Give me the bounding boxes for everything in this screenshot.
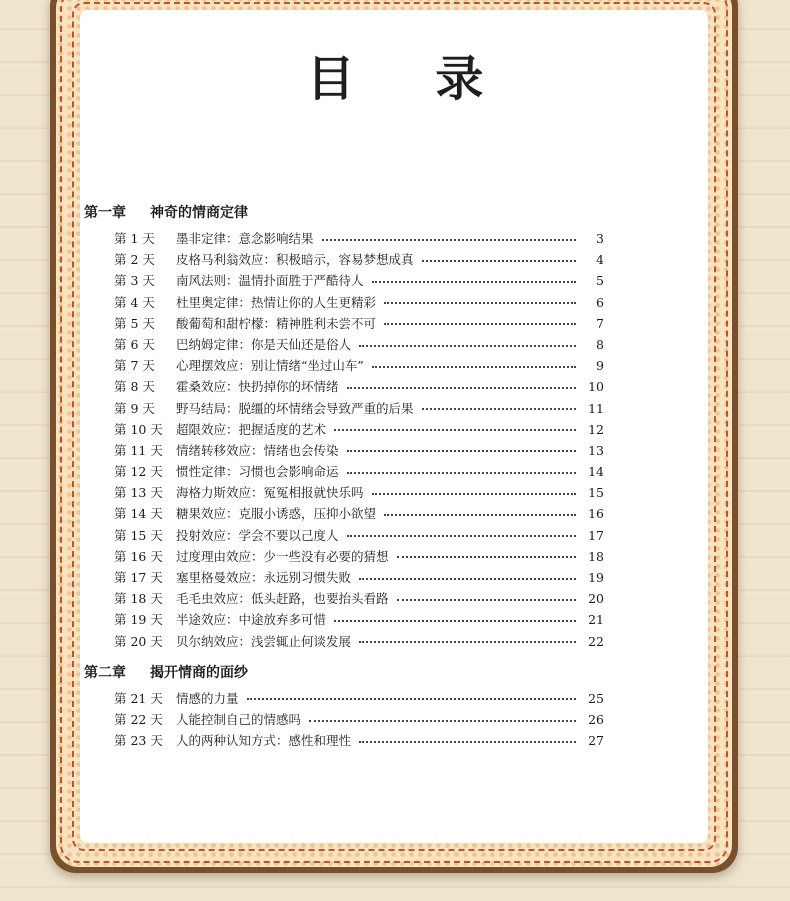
entry-title: 投射效应：学会不要以己度人 [176, 527, 339, 543]
entry-page-number: 25 [588, 690, 604, 706]
dot-leader [309, 720, 576, 722]
entry-page-number: 12 [588, 421, 604, 437]
entry-page-number: 20 [588, 591, 604, 607]
entry-page-number: 27 [588, 733, 604, 749]
entry-day: 第 3 天 [114, 273, 155, 289]
entry-title: 人的两种认知方式：感性和理性 [176, 733, 352, 749]
entry-day: 第 18 天 [114, 591, 163, 607]
entry-title: 惯性定律：习惯也会影响命运 [176, 464, 339, 480]
entry-page-number: 21 [588, 612, 604, 628]
entry-day: 第 11 天 [114, 442, 163, 458]
dot-leader [347, 472, 576, 474]
toc-entry[interactable] [84, 376, 604, 397]
dot-leader [347, 450, 576, 452]
dot-leader [347, 387, 576, 389]
entry-page-number: 15 [588, 485, 604, 501]
entry-title: 海格力斯效应：冤冤相报就快乐吗 [176, 485, 364, 501]
toc-entry[interactable] [84, 292, 604, 313]
chapter-heading [84, 662, 604, 684]
entry-page-number: 8 [596, 336, 604, 352]
entry-page-number: 18 [588, 548, 604, 564]
chapter-name: 揭开情商的面纱 [150, 664, 248, 681]
entry-day: 第 2 天 [114, 252, 155, 268]
entry-page-number: 6 [596, 294, 604, 310]
dot-leader [347, 535, 576, 537]
entry-page-number: 13 [588, 442, 604, 458]
entry-day: 第 5 天 [114, 315, 155, 331]
toc-entry[interactable] [84, 709, 604, 730]
dot-leader [247, 698, 576, 700]
entry-day: 第 10 天 [114, 421, 163, 437]
entry-title: 南风法则：温情扑面胜于严酷待人 [176, 273, 364, 289]
toc-entry[interactable] [84, 730, 604, 751]
entry-day: 第 8 天 [114, 379, 155, 395]
entry-page-number: 26 [588, 711, 604, 727]
entry-page-number: 16 [588, 506, 604, 522]
toc-entry[interactable] [84, 249, 604, 270]
entry-title: 超限效应：把握适度的艺术 [176, 421, 327, 437]
table-of-contents [84, 202, 604, 751]
entry-day: 第 6 天 [114, 336, 155, 352]
toc-entry[interactable] [84, 419, 604, 440]
entry-title: 情感的力量 [176, 690, 239, 706]
toc-entry[interactable] [84, 270, 604, 291]
dot-leader [359, 741, 576, 743]
dot-leader [359, 578, 576, 580]
entry-title: 巴纳姆定律：你是天仙还是俗人 [176, 336, 352, 352]
entry-day: 第 7 天 [114, 358, 155, 374]
entry-title: 野马结局：脱缰的坏情绪会导致严重的后果 [176, 400, 414, 416]
dot-leader [334, 620, 576, 622]
dot-leader [322, 239, 576, 241]
chapter-heading [84, 202, 604, 224]
entry-page-number: 22 [588, 633, 604, 649]
dot-leader [372, 366, 576, 368]
dot-leader [397, 556, 576, 558]
toc-entry[interactable] [84, 503, 604, 524]
entry-title: 杜里奥定律：热情让你的人生更精彩 [176, 294, 377, 310]
entry-title: 心理摆效应：别让情绪“坐过山车” [176, 358, 364, 374]
toc-entry[interactable] [84, 688, 604, 709]
entry-page-number: 19 [588, 570, 604, 585]
entry-page-number: 7 [596, 315, 604, 331]
entry-page-number: 14 [588, 464, 604, 480]
entry-title: 墨非定律：意念影响结果 [176, 231, 314, 246]
dot-leader [372, 493, 576, 495]
entry-title: 过度理由效应：少一些没有必要的猜想 [176, 548, 389, 564]
entry-day: 第 21 天 [114, 690, 163, 706]
entry-day: 第 16 天 [114, 548, 163, 564]
entry-title: 半途效应：中途放弃多可惜 [176, 612, 327, 628]
entry-title: 情绪转移效应：情绪也会传染 [176, 442, 339, 458]
entry-title: 霍桑效应：快扔掉你的坏情绪 [176, 379, 339, 395]
entry-title: 塞里格曼效应：永远别习惯失败 [176, 570, 352, 585]
entry-page-number: 5 [596, 273, 604, 289]
dot-leader [422, 260, 576, 262]
dot-leader [422, 408, 576, 410]
entry-page-number: 17 [588, 527, 604, 543]
page-title: 目 录 [306, 51, 516, 107]
entry-day: 第 22 天 [114, 711, 163, 727]
dot-leader [359, 641, 576, 643]
entry-title: 毛毛虫效应：低头赶路，也要抬头看路 [176, 591, 389, 607]
entry-day: 第 12 天 [114, 464, 163, 480]
toc-entry[interactable] [84, 440, 604, 461]
entry-day: 第 1 天 [114, 231, 155, 246]
toc-entry[interactable] [84, 461, 604, 482]
toc-entry[interactable] [84, 313, 604, 334]
dot-leader [372, 281, 576, 283]
entry-page-number: 9 [596, 358, 604, 374]
entry-day: 第 17 天 [114, 570, 163, 585]
chapter-gap [84, 652, 604, 662]
entry-title: 酸葡萄和甜柠檬：精神胜利未尝不可 [176, 315, 377, 331]
entry-day: 第 23 天 [114, 733, 163, 749]
entry-day: 第 19 天 [114, 612, 163, 628]
dot-leader [334, 429, 576, 431]
toc-entry[interactable] [84, 631, 604, 652]
toc-entry[interactable] [84, 567, 604, 588]
dot-leader [384, 302, 576, 304]
chapter-number: 第一章 [84, 205, 126, 221]
entry-title: 人能控制自己的情感吗 [176, 711, 302, 727]
toc-entry[interactable] [84, 482, 604, 503]
entry-day: 第 4 天 [114, 294, 155, 310]
dot-leader [397, 599, 576, 601]
entry-page-number: 4 [596, 252, 604, 268]
toc-entry[interactable] [84, 525, 604, 546]
entry-title: 贝尔纳效应：浅尝辄止何谈发展 [176, 633, 352, 649]
entry-page-number: 11 [588, 400, 604, 416]
dot-leader [384, 323, 576, 325]
toc-entry[interactable] [84, 588, 604, 609]
toc-entry[interactable] [84, 355, 604, 376]
toc-entry[interactable] [84, 609, 604, 630]
toc-entry[interactable] [84, 228, 604, 249]
entry-day: 第 20 天 [114, 633, 163, 649]
entry-day: 第 14 天 [114, 506, 163, 522]
chapter-name: 神奇的情商定律 [150, 205, 248, 221]
entry-page-number: 3 [596, 231, 604, 246]
toc-entry[interactable] [84, 334, 604, 355]
entry-day: 第 15 天 [114, 527, 163, 543]
dot-leader [359, 345, 576, 347]
dot-leader [384, 514, 576, 516]
entry-title: 皮格马利翁效应：积极暗示，容易梦想成真 [176, 252, 414, 268]
entry-title: 糖果效应：克服小诱惑，压抑小欲望 [176, 506, 377, 522]
chapter-number: 第二章 [84, 664, 126, 681]
entry-page-number: 10 [588, 379, 604, 395]
entry-day: 第 9 天 [114, 400, 155, 416]
toc-entry[interactable] [84, 546, 604, 567]
toc-entry[interactable] [84, 398, 604, 419]
entry-day: 第 13 天 [114, 485, 163, 501]
